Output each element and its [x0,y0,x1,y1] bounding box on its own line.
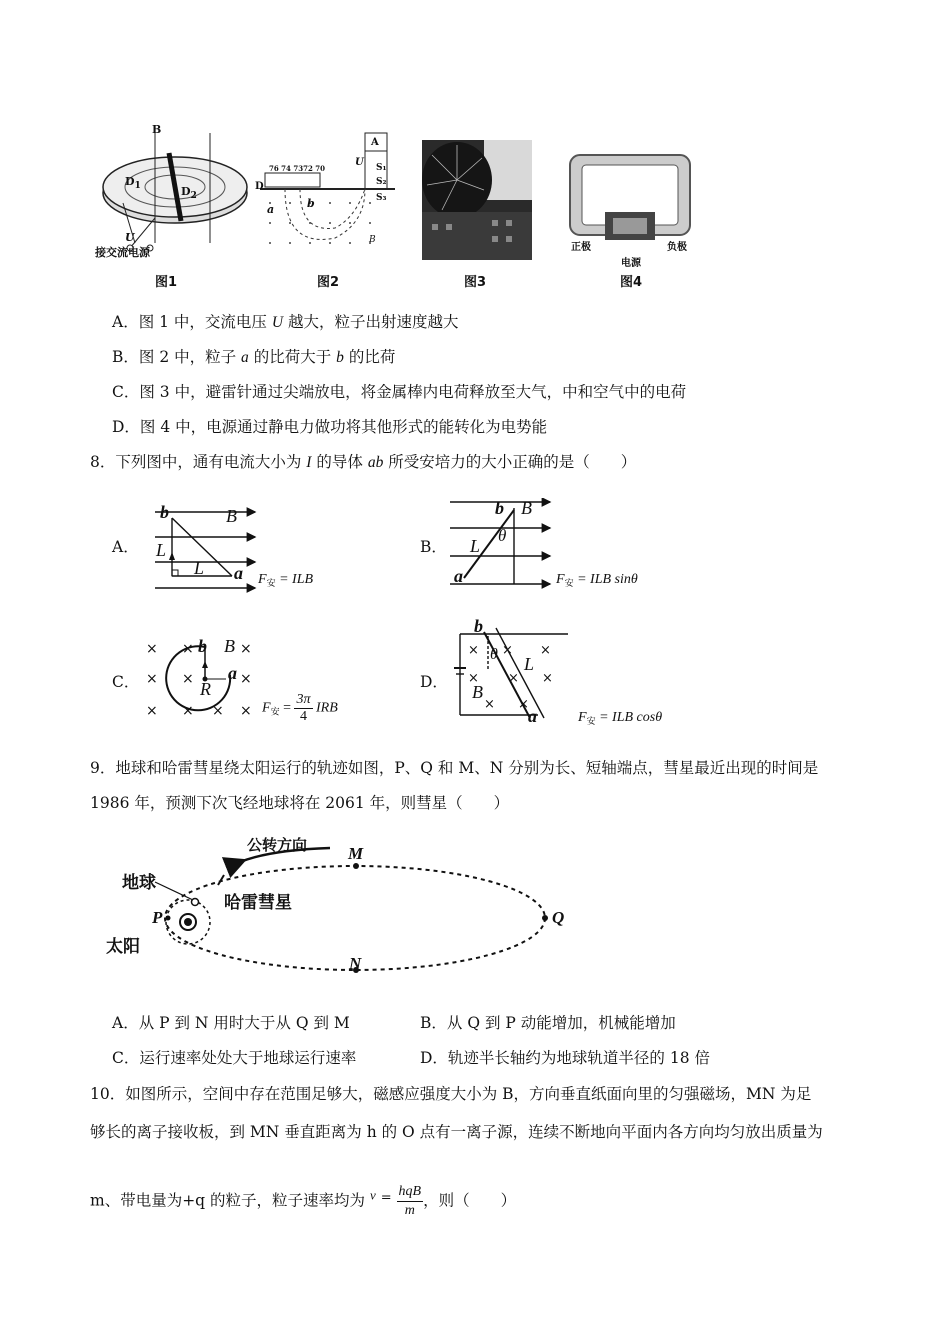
q10-fraction-num: hqB [397,1183,424,1202]
fig1-label-U: U [125,231,135,244]
q9-option-C: C．运行速率处处大于地球运行速率 [112,1049,357,1067]
q10-var-v: v [369,1187,376,1203]
q9-direction-label: 公转方向 [247,836,308,854]
q8-figure-D [448,616,573,726]
figure-4 [565,150,695,295]
svg-text:×: × [484,697,495,712]
figure-2 [255,123,405,293]
figure-1 [95,123,255,293]
svg-text:×: × [518,697,529,712]
q8C-label-B: B [224,636,235,656]
fig2-label-a: a [267,203,275,216]
svg-text:×: × [542,671,553,686]
svg-text:×: × [240,641,252,657]
q8-option-B-letter: B． [420,538,447,556]
q9-stem-line1: 9．地球和哈雷彗星绕太阳运行的轨迹如图，P、Q 和 M、N 分别为长、短轴端点，彗星最近出现的时间是 [90,759,819,777]
fig4-caption: 图4 [620,275,643,290]
q8-stem: 8．下列图中，通有电流大小为 I 的导体 ab 所受安培力的大小正确的是（ ） [90,453,637,471]
q8D-label-B: B [472,682,483,702]
q9-label-Q: Q [552,908,565,927]
q9-orbit-figure [100,830,580,980]
fig1-label-D2: $D_2$ [181,185,197,202]
q8B-label-b: b [495,498,504,518]
q8-figure-B [448,498,558,593]
q8-figure-C [140,635,260,725]
q7-option-A: A．图 1 中，交流电压 U 越大，粒子出射速度越大 [112,313,459,331]
q8-option-C-letter: C． [112,673,140,691]
q8-option-C-formula: $F_安$ = $\frac{3\pi}{4}$ IRB [262,692,338,724]
q8A-label-L2: L [194,558,205,578]
q8A-label-B: B [226,506,237,526]
q8-figure-A [150,500,260,595]
svg-text:×: × [146,641,158,657]
q8-option-A-letter: A． [112,538,139,556]
q8D-label-b: b [474,616,483,636]
fig2-label-A: A [371,137,379,148]
svg-text:×: × [146,703,158,719]
svg-text:×: × [240,671,252,687]
q8C-label-a: a [228,663,237,683]
q8A-label-b: b [160,502,169,522]
q9-option-D: D．轨迹半长轴约为地球轨道半径的 18 倍 [420,1049,711,1067]
svg-text:×: × [212,703,224,719]
fig2-label-U: U [355,157,364,168]
q8D-label-theta: θ [490,646,498,663]
q8-option-D-letter: D． [420,673,448,691]
svg-text:×: × [508,671,519,686]
figure-3 [422,140,532,295]
fig1-label-B: B [152,123,162,136]
fig3-caption: 图3 [464,275,487,290]
svg-text:×: × [182,641,194,657]
q8C-fraction-den: 4 [299,709,307,724]
svg-text:×: × [468,643,479,658]
fig2-label-S2: S₂ [376,177,387,187]
q9-option-B: B．从 Q 到 P 动能增加，机械能增加 [420,1014,676,1032]
q9-label-P: P [152,908,163,927]
fig2-label-b: b [307,197,315,210]
fig4-negative-label: 负极 [667,242,687,253]
q8D-label-a: a [528,706,537,726]
fig1-caption: 图1 [155,275,178,290]
svg-text:×: × [182,671,194,687]
svg-text:×: × [240,703,252,719]
q8-option-B-formula: $F_安$ = ILB sinθ [556,572,638,588]
svg-text:×: × [540,643,551,658]
fig2-scale: 76 74 7372 70 [269,164,326,173]
q7-option-B: B．图 2 中，粒子 a 的比荷大于 b 的比荷 [112,348,396,366]
svg-text:×: × [182,703,194,719]
q9-sun-label: 太阳 [106,937,140,957]
fig1-source-label: 接交流电源 [95,246,150,259]
fig2-label-D: D [255,181,264,192]
q10-stem-line2: 够长的离子接收板，到 MN 垂直距离为 h 的 O 点有一离子源，连续不断地向平面内各方向均匀放出质量为 [90,1123,823,1141]
fig2-label-S1: S₁ [376,163,387,173]
fig4-power-label: 电源 [621,258,641,269]
fig4-positive-label: 正极 [571,242,591,253]
q8B-label-a: a [454,566,463,586]
fig2-label-B: B [369,235,376,245]
svg-text:×: × [502,643,513,658]
q10-fraction-den: m [404,1203,415,1218]
fig2-label-S3: S₃ [376,193,387,203]
q9-label-M: M [348,844,364,863]
q7-option-D: D．图 4 中，电源通过静电力做功将其他形式的能转化为电势能 [112,418,548,436]
q8C-label-R: R [200,679,211,699]
fig1-label-D1: $D_1$ [125,175,141,192]
q9-label-N: N [349,954,362,973]
q9-comet-label: 哈雷彗星 [224,893,292,913]
q9-option-A: A．从 P 到 N 用时大于从 Q 到 M [112,1014,350,1032]
svg-text:×: × [146,671,158,687]
q7-option-C: C．图 3 中，避雷针通过尖端放电，将金属棒内电荷释放至大气，中和空气中的电荷 [112,383,687,401]
q10-stem-line1: 10．如图所示，空间中存在范围足够大，磁感应强度大小为 B，方向垂直纸面向里的匀强磁场，MN 为足 [90,1085,812,1103]
q8B-label-B: B [521,498,532,518]
svg-text:×: × [468,671,479,686]
q9-earth-label: 地球 [122,873,156,893]
q8B-label-L: L [470,536,481,556]
q8C-label-b: b [198,636,207,656]
q8-option-D-formula: $F_安$ = ILB cosθ [578,710,663,726]
q8D-label-L: L [524,654,535,674]
q8A-label-a: a [234,563,243,583]
q8A-label-L: L [156,540,167,560]
q10-stem-line3: m、带电量为+q 的粒子，粒子速率均为 $^v$ = hqB m ，则（ ） [90,1184,517,1218]
q9-stem-line2: 1986 年，预测下次飞经地球将在 2061 年，则彗星（ ） [90,794,510,812]
q8B-label-theta: θ [498,526,507,545]
q8-option-A-formula: $F_安$ = ILB [258,572,314,588]
q8C-fraction-num: 3π [296,692,311,707]
fig2-caption: 图2 [317,275,340,290]
